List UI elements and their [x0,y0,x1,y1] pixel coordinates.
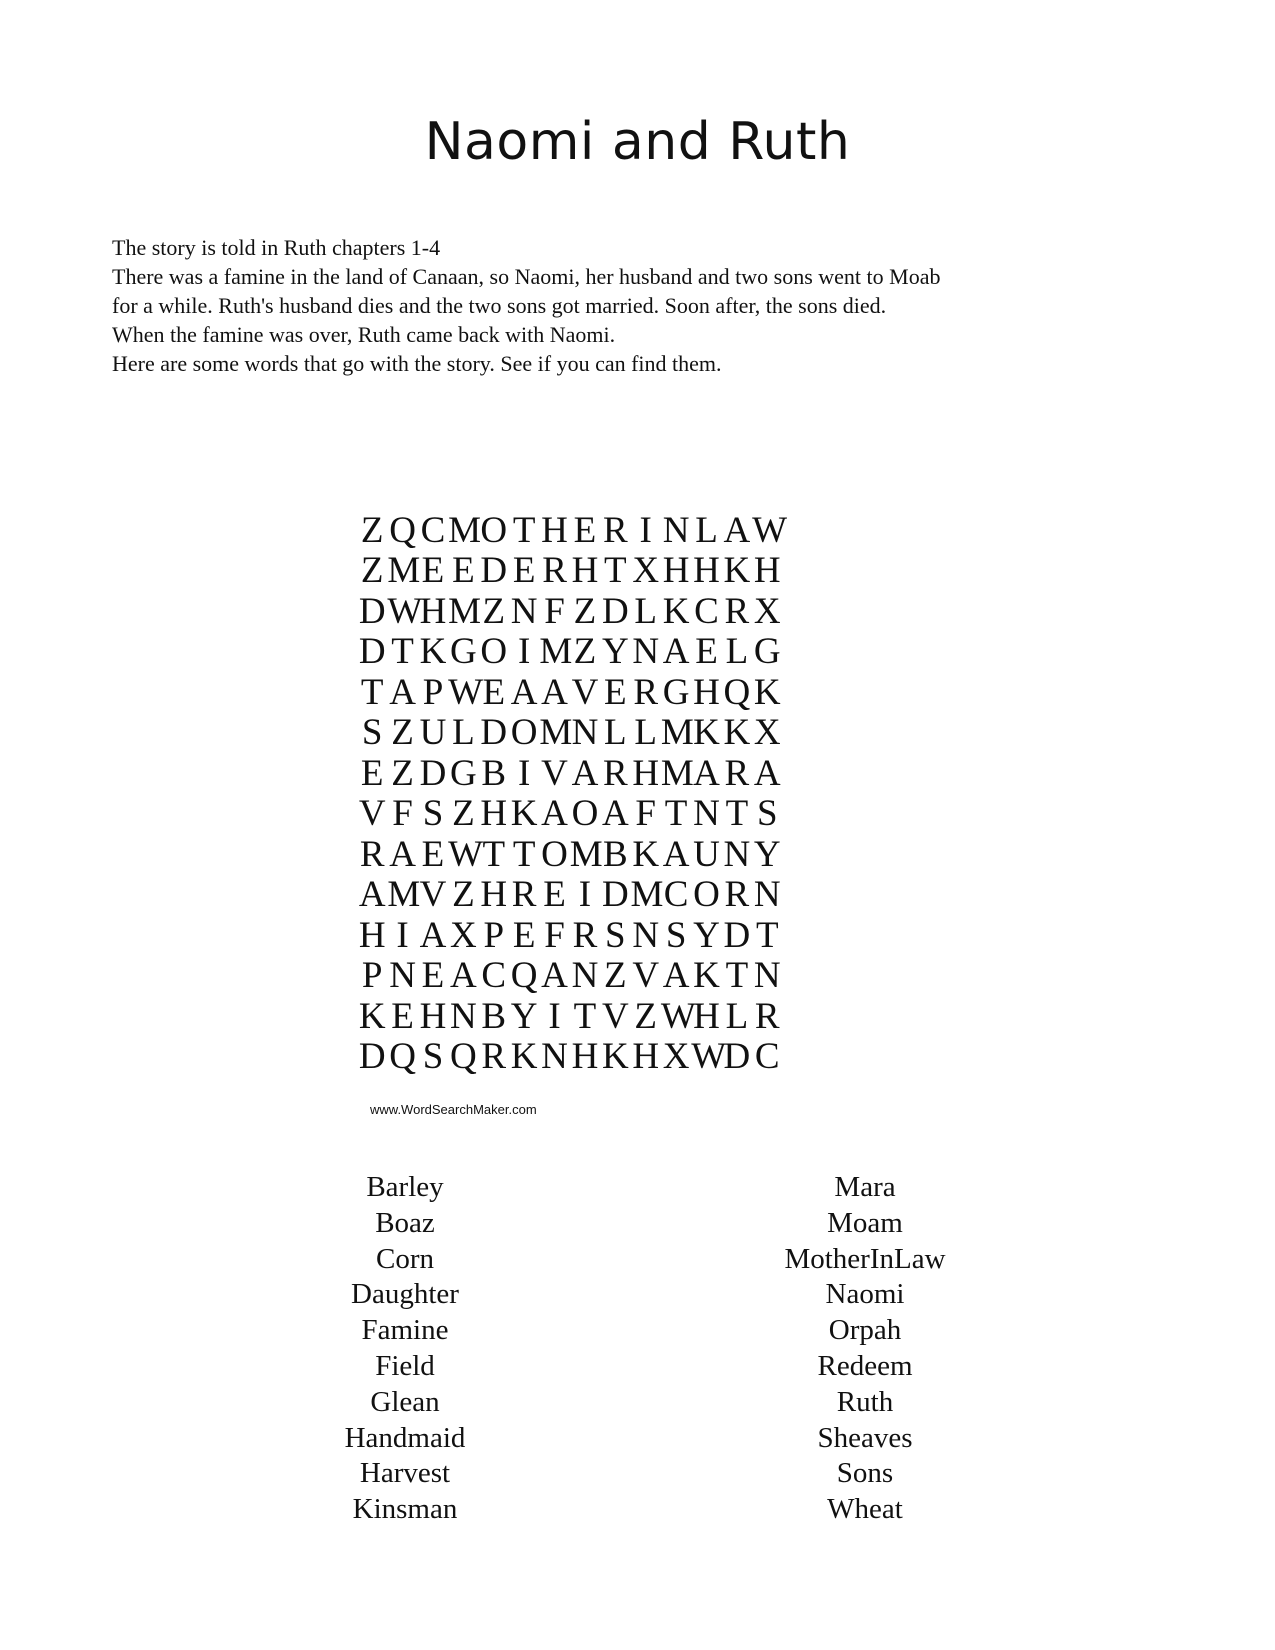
word-list-item: Harvest [359,1457,451,1490]
grid-letter: L [695,509,718,551]
grid-letter: G [450,631,477,673]
grid-letter: A [510,671,538,713]
grid-letter: N [510,590,538,632]
grid-letter: N [571,712,599,754]
grid-letter: N [693,793,720,835]
grid-letter: Z [573,590,597,632]
grid-letter: Q [723,671,751,713]
grid-letter: U [419,712,447,754]
grid-letter: D [480,712,508,754]
grid-letter: N [450,995,477,1037]
word-list-item: Barley [366,1171,444,1203]
grid-letter: L [634,712,658,754]
intro-line: The story is told in Ruth chapters 1-4 [112,235,441,260]
grid-row [357,591,782,632]
grid-letter: V [632,955,660,997]
grid-letter: N [753,874,781,916]
grid-letter: Z [634,995,658,1037]
grid-letter: R [572,914,598,956]
grid-letter: H [541,509,568,551]
grid-letter: H [632,1036,660,1078]
grid-letter: T [664,793,688,835]
grid-letter: M [630,874,664,916]
grid-letter: W [448,833,484,875]
grid-letter: N [571,955,599,997]
grid-letter: E [452,550,475,592]
grid-letter: Z [452,793,475,835]
grid-letter: R [724,590,750,632]
grid-letter: H [358,914,386,956]
grid-letter: R [602,509,628,551]
word-list-item: Orpah [828,1314,902,1347]
grid-letter: E [512,914,536,956]
grid-letter: F [544,914,565,956]
grid-letter: H [632,752,660,794]
grid-letter: K [601,1036,629,1078]
word-list-item: Daughter [351,1278,459,1311]
grid-letter: L [604,712,627,754]
grid-letter: N [723,833,751,875]
word-list-item: Handmaid [344,1421,466,1454]
grid-letter: A [419,914,447,956]
grid-letter: Z [604,955,627,997]
credit-text: www.WordSearchMaker.com [370,1102,537,1117]
grid-letter: N [753,955,781,997]
word-list-item: Corn [376,1242,434,1275]
grid-letter: H [480,874,508,916]
grid-letter: D [601,874,629,916]
grid-letter: W [660,995,696,1037]
grid-letter: N [541,1036,568,1078]
grid-letter: I [578,874,592,916]
grid-letter: I [517,752,531,794]
grid-letter: E [543,874,566,916]
grid-row [357,1037,782,1078]
grid-letter: W [691,1036,727,1078]
grid-letter: W [448,671,484,713]
grid-letter: H [662,550,690,592]
grid-letter: M [387,874,421,916]
grid-letter: A [601,793,629,835]
grid-letter: O [480,631,508,673]
grid-letter: N [662,509,690,551]
grid-letter: S [422,793,444,835]
grid-letter: G [662,671,690,713]
grid-row [357,834,782,875]
grid-letter: Y [753,833,781,875]
grid-letter: H [693,671,720,713]
intro-line: Here are some words that go with the story. See if you can find them. [112,351,722,376]
grid-letter: W [752,509,788,551]
word-list-left [255,1170,555,1528]
grid-letter: O [480,509,508,551]
grid-letter: M [448,509,482,551]
grid-letter: T [391,631,414,673]
grid-letter: L [725,631,749,673]
grid-letter: P [361,955,383,997]
grid-letter: A [541,955,568,997]
grid-letter: C [663,874,689,916]
grid-letter: R [481,1036,507,1078]
grid-letter: D [723,914,751,956]
grid-letter: W [387,590,423,632]
grid-letter: G [450,752,477,794]
grid-letter: I [517,631,531,673]
grid-letter: A [662,631,690,673]
grid-letter: A [662,955,690,997]
grid-letter: M [387,550,421,592]
grid-letter: A [541,671,568,713]
grid-letter: X [753,712,781,754]
grid-letter: A [693,752,720,794]
grid-letter: U [693,833,720,875]
grid-row [357,915,782,956]
grid-letter: A [358,874,386,916]
grid-letter: K [632,833,660,875]
grid-letter: T [755,914,779,956]
grid-letter: C [420,509,446,551]
grid-letter: D [358,1036,386,1078]
grid-row [357,551,782,592]
grid-letter: D [723,1036,751,1078]
grid-letter: K [510,1036,538,1078]
grid-letter: K [693,955,720,997]
grid-letter: X [632,550,660,592]
grid-letter: Z [482,590,506,632]
grid-letter: Y [693,914,720,956]
grid-letter: E [391,995,414,1037]
grid-letter: Z [573,631,597,673]
grid-letter: Z [391,712,414,754]
grid-letter: B [481,752,507,794]
intro-line: When the famine was over, Ruth came back with Naomi. [112,322,616,347]
grid-letter: H [571,1036,599,1078]
grid-letter: S [605,914,626,956]
grid-letter: F [544,590,565,632]
grid-letter: E [482,671,506,713]
grid-letter: M [539,631,573,673]
grid-letter: Q [389,509,416,551]
grid-letter: K [693,712,720,754]
grid-letter: H [693,550,720,592]
grid-letter: L [452,712,475,754]
grid-letter: R [602,752,628,794]
grid-letter: A [753,752,781,794]
grid-row [357,753,782,794]
grid-letter: D [358,631,386,673]
grid-row [357,956,782,997]
grid-letter: A [723,509,751,551]
grid-letter: I [639,509,652,551]
intro-text [112,233,1172,378]
grid-letter: T [573,995,597,1037]
page-title: Naomi and Ruth [424,112,851,172]
grid-letter: Q [389,1036,416,1078]
word-list-item: MotherInLaw [784,1242,946,1275]
intro-line: There was a famine in the land of Canaan, so Naomi, her husband and two sons went to Moab [112,264,941,289]
word-list-item: Glean [370,1385,440,1418]
grid-letter: M [569,833,603,875]
grid-letter: L [634,590,658,632]
grid-letter: Z [360,509,384,551]
grid-letter: T [512,509,536,551]
grid-letter: B [481,995,507,1037]
grid-letter: T [604,550,627,592]
grid-letter: R [633,671,659,713]
grid-letter: F [635,793,656,835]
grid-letter: X [450,914,477,956]
word-list-right [715,1170,1015,1528]
grid-letter: Q [450,1036,477,1078]
grid-letter: T [725,793,749,835]
grid-letter: A [389,833,416,875]
grid-letter: N [632,914,660,956]
grid-letter: H [419,590,447,632]
grid-letter: K [723,550,751,592]
word-list-item: Redeem [817,1349,913,1382]
grid-letter: E [360,752,384,794]
grid-letter: T [725,955,749,997]
grid-row [357,996,782,1037]
grid-letter: R [542,550,567,592]
grid-letter: C [754,1036,780,1078]
grid-letter: E [421,955,445,997]
grid-letter: Q [510,955,538,997]
grid-letter: H [753,550,781,592]
word-list-item: Wheat [827,1493,903,1526]
word-list-item: Boaz [375,1206,435,1239]
grid-letter: V [541,752,568,794]
grid-letter: R [754,995,780,1037]
grid-letter: S [422,1036,444,1078]
grid-letter: K [510,793,538,835]
grid-letter: P [483,914,505,956]
grid-letter: A [662,833,690,875]
grid-letter: Z [391,752,414,794]
grid-letter: M [660,712,694,754]
grid-letter: M [448,590,482,632]
grid-letter: E [421,833,445,875]
intro-line: for a while. Ruth's husband dies and the two sons got married. Soon after, the sons died. [112,293,887,318]
word-list-item: Kinsman [352,1493,458,1526]
word-list-item: Field [375,1349,435,1382]
grid-letter: H [480,793,508,835]
word-list-item: Sons [836,1457,894,1490]
grid-letter: A [389,671,416,713]
grid-letter: M [539,712,573,754]
grid-letter: F [392,793,413,835]
grid-letter: Y [510,995,538,1037]
grid-letter: D [419,752,447,794]
grid-letter: O [541,833,568,875]
grid-letter: V [571,671,599,713]
grid-letter: D [480,550,508,592]
grid-letter: E [695,631,718,673]
grid-letter: C [694,590,719,632]
grid-row [357,632,782,673]
grid-letter: S [665,914,687,956]
grid-letter: E [512,550,536,592]
grid-letter: K [358,995,386,1037]
grid-row [357,713,782,754]
grid-letter: Z [452,874,475,916]
grid-row [357,672,782,713]
grid-letter: R [359,833,385,875]
grid-letter: A [450,955,477,997]
word-list-item: Sheaves [817,1421,913,1454]
grid-letter: X [662,1036,690,1078]
grid-letter: H [571,550,599,592]
grid-letter: E [604,671,627,713]
grid-letter: K [662,590,690,632]
grid-row [357,509,788,551]
word-list-item: Naomi [825,1278,905,1311]
grid-letter: L [725,995,749,1037]
grid-letter: B [602,833,628,875]
grid-letter: S [361,712,383,754]
grid-letter: P [422,671,444,713]
grid-letter: O [693,874,720,916]
grid-letter: A [571,752,599,794]
grid-letter: N [632,631,660,673]
grid-letter: A [541,793,568,835]
grid-row [357,794,782,835]
grid-letter: T [360,671,384,713]
grid-letter: R [511,874,537,916]
grid-letter: I [396,914,409,956]
word-search-grid [357,509,788,1078]
grid-letter: R [724,752,750,794]
grid-letter: T [482,833,506,875]
grid-letter: R [724,874,750,916]
grid-letter: G [753,631,781,673]
grid-letter: V [601,995,629,1037]
grid-letter: S [756,793,778,835]
grid-letter: V [358,793,386,835]
grid-letter: H [693,995,720,1037]
grid-letter: Y [601,631,629,673]
grid-row [357,875,782,916]
grid-letter: Z [360,550,384,592]
grid-letter: N [389,955,416,997]
grid-letter: D [601,590,629,632]
grid-letter: I [548,995,561,1037]
grid-letter: X [753,590,781,632]
grid-letter: K [753,671,781,713]
grid-letter: K [723,712,751,754]
grid-letter: V [419,874,447,916]
grid-letter: H [419,995,447,1037]
word-list-item: Moam [827,1206,903,1239]
grid-letter: K [419,631,447,673]
grid-letter: E [421,550,445,592]
grid-letter: T [512,833,536,875]
grid-letter: C [481,955,507,997]
grid-letter: O [510,712,538,754]
grid-letter: E [573,509,597,551]
grid-letter: O [571,793,599,835]
grid-letter: D [358,590,386,632]
grid-letter: M [660,752,694,794]
word-list-item: Ruth [836,1385,894,1418]
word-list-item: Mara [834,1171,896,1203]
word-list-item: Famine [361,1314,449,1347]
